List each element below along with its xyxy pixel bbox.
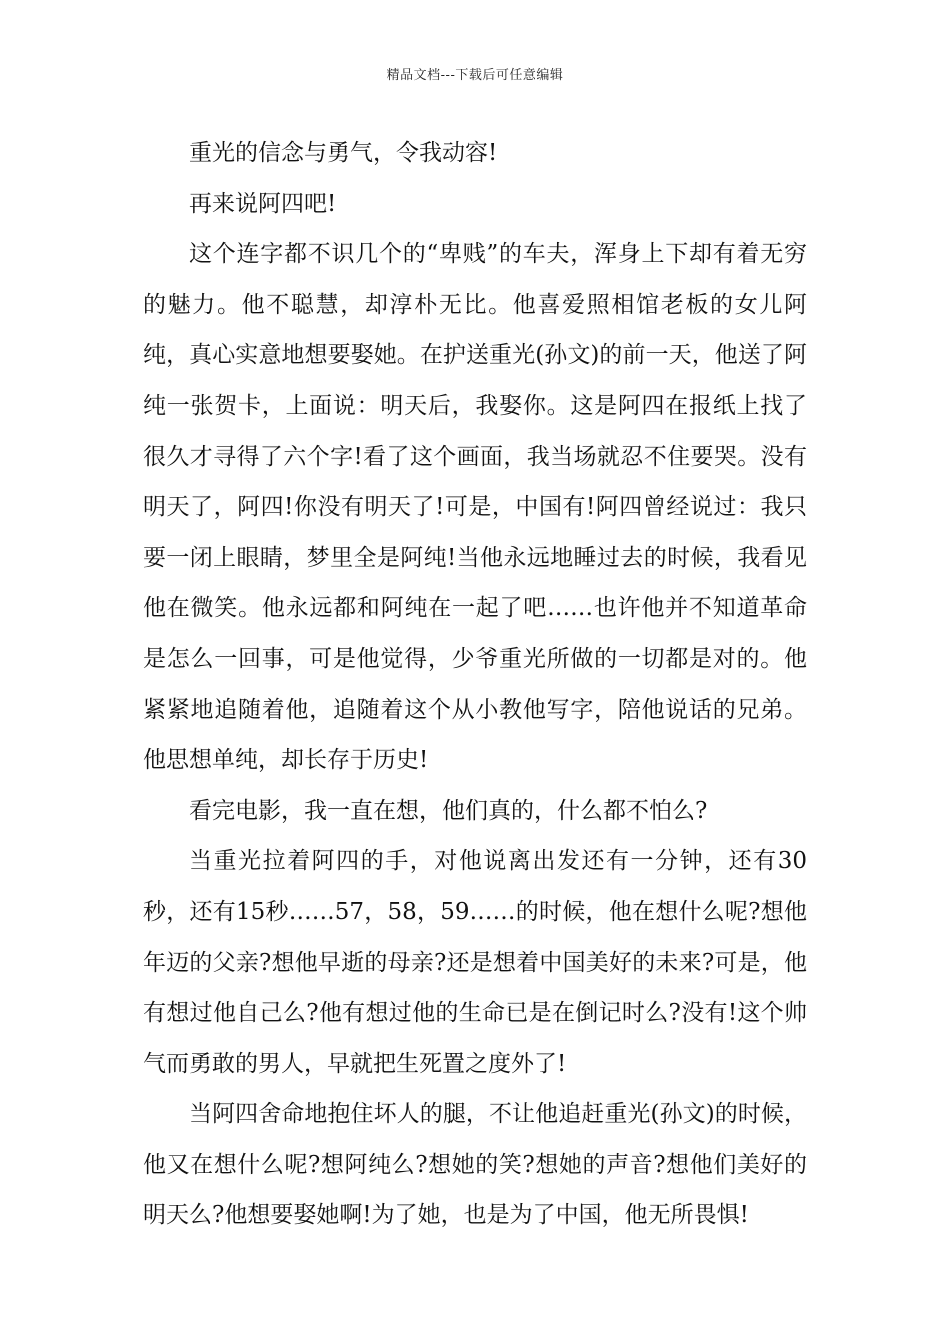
paragraph: 当阿四舍命地抱住坏人的腿，不让他追赶重光(孙文)的时候，他又在想什么呢?想阿纯么?想她的笑?想她的声音?想他们美好的明天么?他想要娶她啊!为了她，也是为了中国，他无所畏惧! — [143, 1101, 807, 1229]
paragraph: 当重光拉着阿四的手，对他说离出发还有一分钟，还有30秒，还有15秒……57，58，59……的时候，他在想什么呢?想他年迈的父亲?想他早逝的母亲?还是想着中国美好的未来?可是，他有想过他自己么?他有想过他的生命已是在倒记时么?没有!这个帅气而勇敢的男人，早就把生死置之度外了! — [143, 848, 807, 1077]
document-body — [143, 128, 807, 1241]
paragraph: 重光的信念与勇气，令我动容! — [189, 140, 498, 166]
paragraph: 看完电影，我一直在想，他们真的，什么都不怕么? — [189, 797, 708, 824]
paragraph: 这个连字都不识几个的“卑贱”的车夫，浑身上下却有着无穷的魅力。他不聪慧，却淳朴无比。他喜爱照相馆老板的女儿阿纯，真心实意地想要娶她。在护送重光(孙文)的前一天，他送了阿纯一张贺卡，上面说：明天后，我娶你。这是阿四在报纸上找了很久才寻得了六个字!看了这个画面，我当场就忍不住要哭。没有明天了，阿四!你没有明天了!可是，中国有!阿四曾经说过：我只要一闭上眼睛，梦里全是阿纯!当他永远地睡过去的时候，我看见他在微笑。他永远都和阿纯在一起了吧……也许他并不知道革命是怎么一回事，可是他觉得，少爷重光所做的一切都是对的。他紧紧地追随着他，追随着这个从小教他写字，陪他说话的兄弟。他思想单纯，却长存于历史! — [143, 241, 807, 774]
page-header: 精品文档---下载后可任意编辑 — [386, 68, 564, 83]
paragraph: 再来说阿四吧! — [189, 190, 337, 217]
